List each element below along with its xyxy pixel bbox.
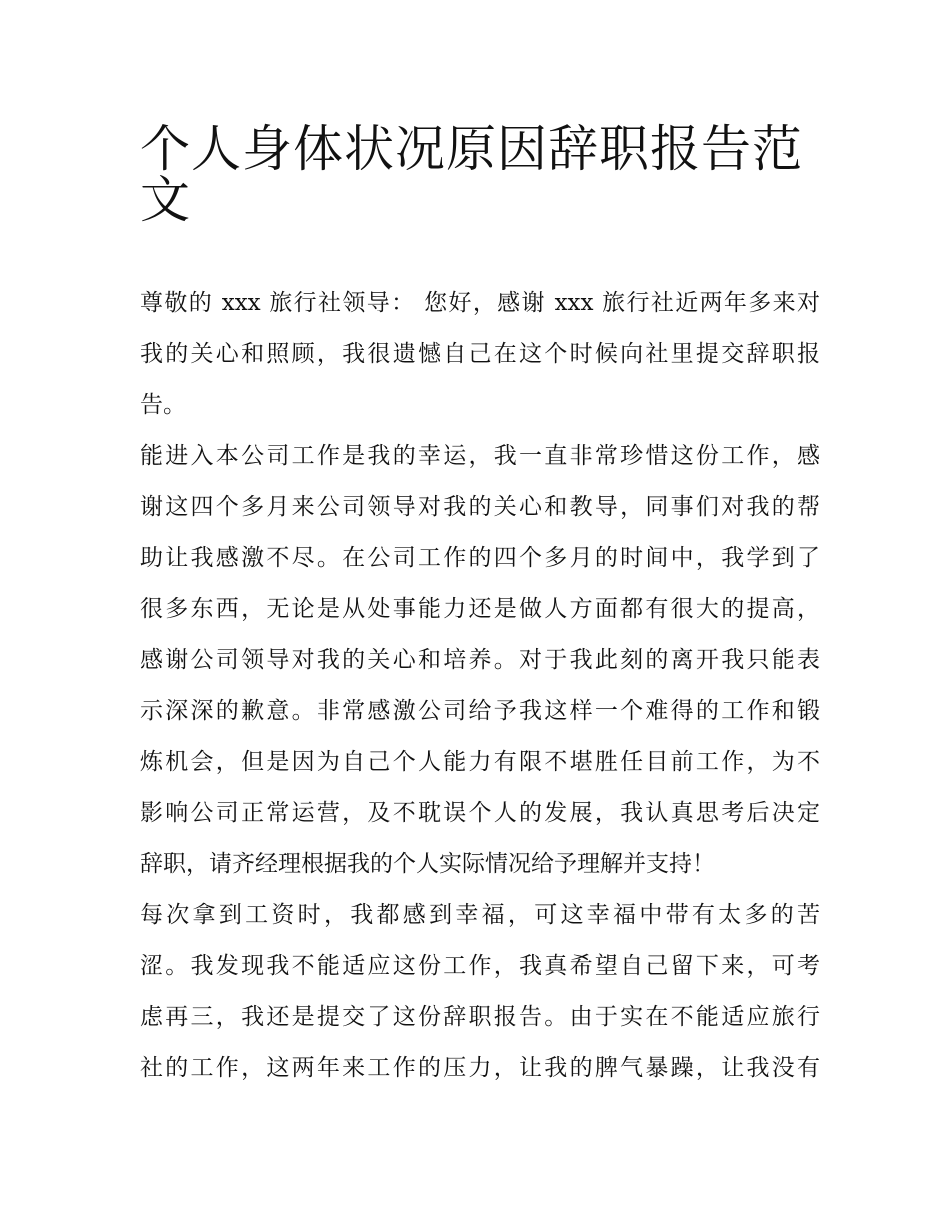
text-line: 示深深的歉意。非常感激公司给予我这样一个难得的工作和锻 [140,698,820,724]
text-line: 辞职，请齐经理根据我的个人实际情况给予理解并支持！ [140,851,715,877]
paragraph-salutation [140,278,820,431]
document-title [140,110,820,229]
text-line: 炼机会，但是因为自己个人能力有限不堪胜任目前工作，为不 [140,749,820,775]
text-line: 助让我感激不尽。在公司工作的四个多月的时间中，我学到了 [140,545,820,571]
text-line: 很多东西，无论是从处事能力还是做人方面都有很大的提高， [140,596,820,622]
text-line: 感谢公司领导对我的关心和培养。对于我此刻的离开我只能表 [140,647,820,673]
text-line: 社的工作，这两年来工作的压力，让我的脾气暴躁，让我没有 [140,1055,820,1081]
title-line: 个人身体状况原因辞职报告范 [140,120,803,178]
document-body [140,278,820,1094]
paragraph-reason [140,890,820,1094]
text-line: 每次拿到工资时，我都感到幸福，可这幸福中带有太多的苦 [140,902,820,928]
text-line: 虑再三，我还是提交了这份辞职报告。由于实在不能适应旅行 [140,1004,820,1030]
text-line: 谢这四个多月来公司领导对我的关心和教导，同事们对我的帮 [140,494,820,520]
text-line: 影响公司正常运营，及不耽误个人的发展，我认真思考后决定 [140,800,820,826]
text-line: 我的关心和照顾，我很遗憾自己在这个时候向社里提交辞职报 [140,341,820,367]
title-line: 文 [140,171,191,229]
text-line: 告。 [140,392,186,418]
text-line: 涩。我发现我不能适应这份工作，我真希望自己留下来，可考 [140,953,820,979]
text-line: 能进入本公司工作是我的幸运，我一直非常珍惜这份工作，感 [140,443,820,469]
paragraph-gratitude [140,431,820,890]
text-line: 尊敬的 xxx 旅行社领导： 您好，感谢 xxx 旅行社近两年多来对 [140,290,820,316]
